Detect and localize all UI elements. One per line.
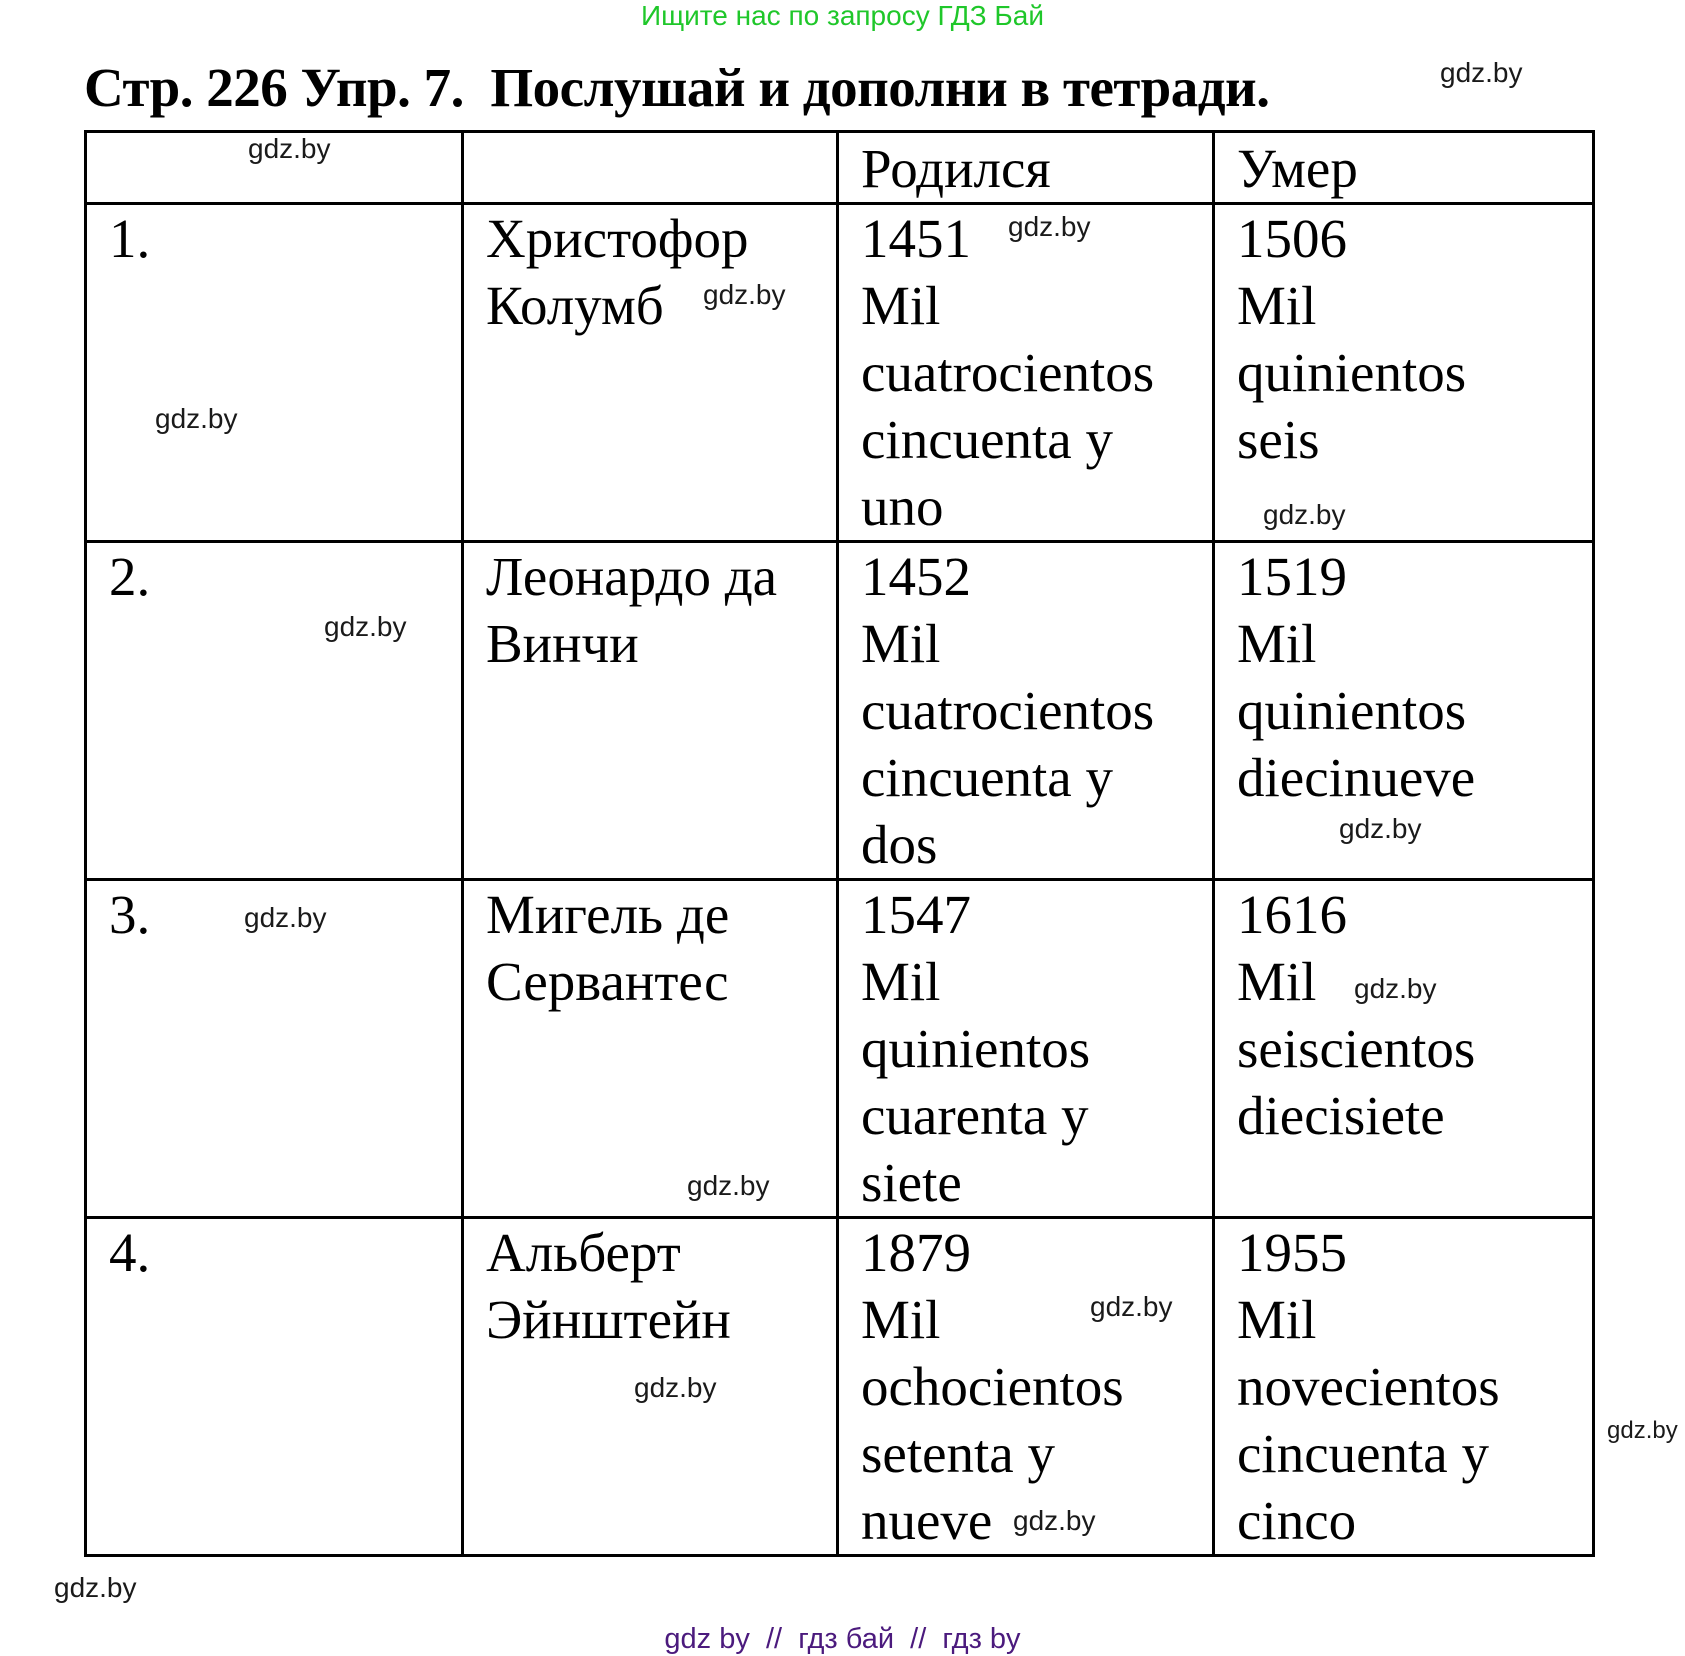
search-banner: Ищите нас по запросу ГДЗ Бай — [640, 0, 1045, 31]
header-died: Умер — [1214, 132, 1594, 204]
died-cell: 1506 Mil quinientos seis — [1214, 204, 1594, 542]
born-cell: 1547 Mil quinientos cuarenta y siete — [838, 880, 1214, 1218]
row-number: 4. — [86, 1218, 463, 1556]
row-number: 1. — [86, 204, 463, 542]
table-row — [86, 204, 1594, 542]
watermark: gdz.by — [1607, 1417, 1678, 1444]
page-title: Стр. 226 Упр. 7. Послушай и дополни в тетради. — [84, 57, 1270, 118]
watermark: gdz.by — [54, 1572, 137, 1603]
watermark: gdz.by — [1339, 813, 1422, 844]
watermark: gdz.by — [324, 611, 407, 642]
watermark: gdz.by — [1263, 499, 1346, 530]
died-cell: 1955 Mil novecientos cincuenta y cinco — [1214, 1218, 1594, 1556]
watermark: gdz.by — [1440, 57, 1523, 88]
person-name: Леонардо да Винчи — [463, 542, 838, 880]
watermark: gdz.by — [634, 1372, 717, 1403]
row-number: 3. — [86, 880, 463, 1218]
watermark: gdz.by — [1090, 1291, 1173, 1322]
born-cell: 1452 Mil cuatrocientos cincuenta y dos — [838, 542, 1214, 880]
person-name: Христофор Колумб — [463, 204, 838, 542]
watermark: gdz.by — [248, 133, 331, 164]
watermark: gdz.by — [1354, 973, 1437, 1004]
died-cell: 1616 Mil seiscientos diecisiete — [1214, 880, 1594, 1218]
person-name: Мигель де Сервантес — [463, 880, 838, 1218]
footer-links: gdz by // гдз бай // гдз by — [664, 1623, 1021, 1655]
died-cell: 1519 Mil quinientos diecinueve — [1214, 542, 1594, 880]
watermark: gdz.by — [244, 902, 327, 933]
born-cell: 1879 Mil ochocientos setenta y nueve — [838, 1218, 1214, 1556]
header-born: Родился — [838, 132, 1214, 204]
watermark: gdz.by — [1013, 1505, 1096, 1536]
table-row — [86, 1218, 1594, 1556]
row-number: 2. — [86, 542, 463, 880]
watermark: gdz.by — [155, 403, 238, 434]
watermark: gdz.by — [703, 279, 786, 310]
person-name: Альберт Эйнштейн — [463, 1218, 838, 1556]
born-cell: 1451 Mil cuatrocientos cincuenta y uno — [838, 204, 1214, 542]
header-name — [463, 132, 838, 204]
watermark: gdz.by — [1008, 211, 1091, 242]
watermark: gdz.by — [687, 1170, 770, 1201]
